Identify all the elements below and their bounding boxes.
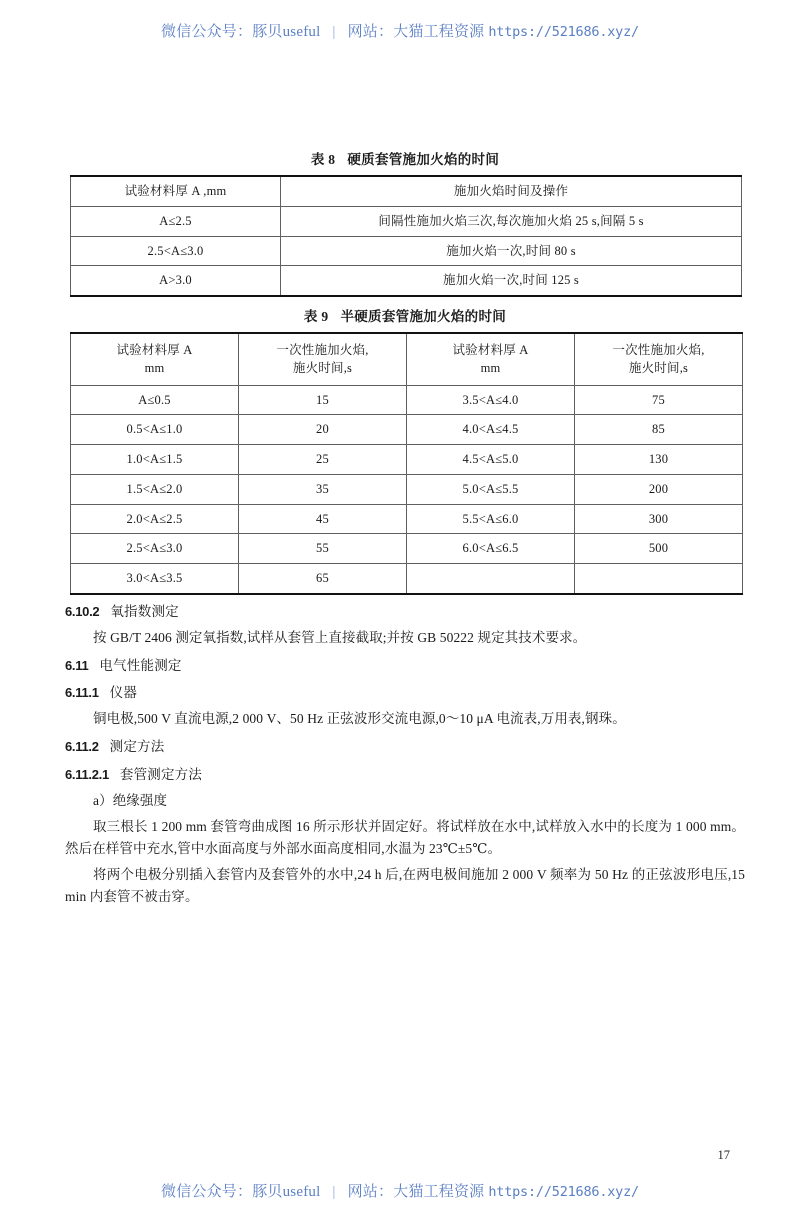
table9-cell: 55 [239,534,407,564]
watermark-site-label: 网站：大猫工程资源 [347,1184,485,1200]
table-row [71,236,742,266]
section-number: 6.11.2 [65,739,99,755]
table9-cell [575,564,743,594]
watermark-url: https://521686.xyz/ [488,24,639,40]
section-title: 测定方法 [109,739,165,755]
table-row [71,176,742,206]
watermark-header [0,20,800,41]
table9-cell: 2.5<A≤3.0 [71,534,239,564]
paragraph-a-1: 取三根长 1 200 mm 套管弯曲成图 16 所示形状并固定好。将试样放在水中,试样放入水中的长度为 1 000 mm。然后在样管中充水,管中水面高度与外部水面高度相同,水温为 23℃±5℃。 [65,818,745,856]
section-heading-6-11 [65,656,745,677]
table8-header-cell: 施加火焰时间及操作 [281,176,742,206]
table9-cell: 130 [575,445,743,475]
table9-caption-label: 表 9 [303,309,329,324]
table9-cell: 1.0<A≤1.5 [71,445,239,475]
section-title: 套管测定方法 [119,767,203,783]
page-content [65,140,745,907]
watermark-footer [0,1180,800,1201]
table9-header-line2: mm [144,361,165,376]
table8-cell: 施加火焰一次,时间 80 s [281,236,742,266]
table-row [71,474,743,504]
table9-cell: 15 [239,385,407,415]
watermark-separator: | [332,1184,336,1200]
section-heading-6-11-2-1 [65,765,745,786]
table-row [71,445,743,475]
table9-header-line1: 试验材料厚 A [452,342,529,357]
table9-cell: 20 [239,415,407,445]
table9-cell: 3.5<A≤4.0 [407,385,575,415]
table-row [71,415,743,445]
section-number: 6.11 [65,657,89,673]
section-title: 仪器 [109,685,138,701]
table-row [71,385,743,415]
table9-cell: 1.5<A≤2.0 [71,474,239,504]
table-row [71,206,742,236]
section-number: 6.11.1 [65,685,99,701]
table9-header-cell [407,333,575,385]
paragraph-6-10-2-body: 按 GB/T 2406 测定氧指数,试样从套管上直接截取;并按 GB 50222 规定其技术要求。 [93,629,587,645]
table9-cell: 25 [239,445,407,475]
table9-caption-title: 半硬质套管施加火焰的时间 [340,309,507,324]
section-number: 6.11.2.1 [65,767,109,783]
table9-cell: 85 [575,415,743,445]
table9-cell: 5.5<A≤6.0 [407,504,575,534]
table9-cell: 0.5<A≤1.0 [71,415,239,445]
table9-cell: 65 [239,564,407,594]
table9 [70,332,743,595]
table9-header-cell [71,333,239,385]
list-item-a: a）绝缘强度 [93,793,168,809]
table8-cell: A>3.0 [71,266,281,296]
table8-caption [65,148,745,168]
section-number: 6.10.2 [65,603,100,619]
paragraph-6-11-1-body: 铜电极,500 V 直流电源,2 000 V、50 Hz 正弦波形交流电源,0～10 μA 电流表,万用表,钢珠。 [93,711,626,727]
table9-cell: 45 [239,504,407,534]
table9-cell: 3.0<A≤3.5 [71,564,239,594]
section-heading-6-11-1 [65,683,745,704]
paragraph-a-2: 将两个电极分别插入套管内及套管外的水中,24 h 后,在两电极间施加 2 000 V 频率为 50 Hz 的正弦波形电压,15 min 内套管不被击穿。 [65,866,745,904]
table8-caption-title: 硬质套管施加火焰的时间 [347,152,500,167]
table9-cell: A≤0.5 [71,385,239,415]
table8 [70,175,742,297]
table9-cell: 300 [575,504,743,534]
table8-caption-label: 表 8 [310,152,336,167]
section-title: 氧指数测定 [110,603,179,619]
table9-cell: 500 [575,534,743,564]
table9-header-line1: 一次性施加火焰, [612,342,705,357]
watermark-wechat-label: 微信公众号：豚贝useful [161,24,321,40]
table-row [71,534,743,564]
table-row [71,504,743,534]
table9-cell: 2.0<A≤2.5 [71,504,239,534]
table8-cell: A≤2.5 [71,206,281,236]
table8-cell: 间隔性施加火焰三次,每次施加火焰 25 s,间隔 5 s [281,206,742,236]
table9-cell: 75 [575,385,743,415]
table-row [71,564,743,594]
table8-header-cell: 试验材料厚 A ,mm [71,176,281,206]
table9-header-line2: 施火时间,s [628,361,689,376]
table9-cell: 35 [239,474,407,504]
table9-caption [65,305,745,325]
section-heading-6-10-2 [65,602,745,623]
table9-header-cell [239,333,407,385]
table9-cell [407,564,575,594]
table9-cell: 200 [575,474,743,504]
table8-cell: 2.5<A≤3.0 [71,236,281,266]
table9-cell: 5.0<A≤5.5 [407,474,575,504]
watermark-url: https://521686.xyz/ [488,1184,639,1200]
table9-header-line1: 一次性施加火焰, [276,342,369,357]
table9-cell: 4.0<A≤4.5 [407,415,575,445]
table9-header-line2: 施火时间,s [292,361,353,376]
section-title: 电气性能测定 [99,657,182,673]
table9-header-cell [575,333,743,385]
table-row [71,266,742,296]
table9-cell: 6.0<A≤6.5 [407,534,575,564]
watermark-wechat-label: 微信公众号：豚贝useful [161,1184,321,1200]
table-row [71,333,743,385]
table9-header-line1: 试验材料厚 A [116,342,193,357]
page-number: 17 [717,1148,730,1162]
table9-cell: 4.5<A≤5.0 [407,445,575,475]
watermark-site-label: 网站：大猫工程资源 [347,24,485,40]
table9-header-line2: mm [480,361,501,376]
table8-cell: 施加火焰一次,时间 125 s [281,266,742,296]
section-heading-6-11-2 [65,737,745,758]
watermark-separator: | [332,24,336,40]
